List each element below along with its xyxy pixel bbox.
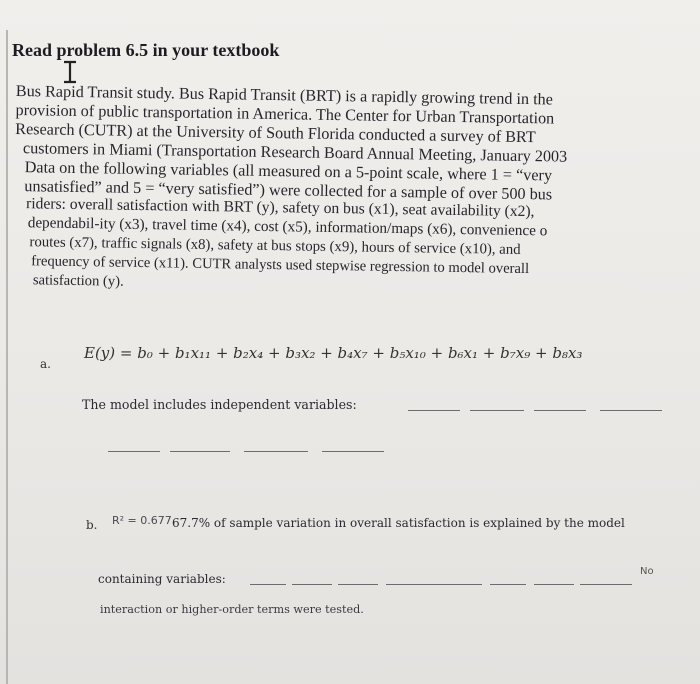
answer-blank[interactable] <box>408 410 460 411</box>
answer-blank[interactable] <box>534 584 574 585</box>
problem-paragraph <box>13 82 700 301</box>
paragraph-line: Data on the following variables (all measured on a 5-point scale, where 1 = “very <box>24 157 553 185</box>
answer-blank[interactable] <box>386 584 482 585</box>
paragraph-line: routes (x7), traffic signals (x8), safety at bus stops (x9), hours of service (x10), and <box>29 234 521 259</box>
answer-blank[interactable] <box>338 584 378 585</box>
text-cursor-icon <box>61 60 79 84</box>
interaction-terms-note: interaction or higher-order terms were tested. <box>100 603 364 616</box>
page-edge-line <box>6 30 8 684</box>
answer-blank[interactable] <box>322 451 384 452</box>
answer-blank[interactable] <box>534 410 586 411</box>
paragraph-line: Research (CUTR) at the University of South Florida conducted a survey of BRT <box>15 119 536 146</box>
paragraph-line: frequency of service (x11). CUTR analysts used stepwise regression to model overall <box>31 253 530 278</box>
answer-blank[interactable] <box>170 451 230 452</box>
paragraph-line: satisfaction (y). <box>32 272 124 290</box>
paragraph-line: unsatisfied” and 5 = “very satisfied”) were collected for a sample of over 500 bus <box>24 176 553 203</box>
part-a-label: a. <box>40 357 51 371</box>
r-squared-value: R² = 0.677. <box>112 514 176 527</box>
answer-blank[interactable] <box>580 584 632 585</box>
paragraph-line: customers in Miami (Transportation Research Board Annual Meeting, January 2003 <box>22 138 568 166</box>
answer-blank[interactable] <box>470 410 524 411</box>
part-a-prompt: The model includes independent variables: <box>82 397 357 412</box>
paragraph-line: dependabil-ity (x3), travel time (x4), cost (x5), information/maps (x6), convenience o <box>27 214 548 240</box>
paragraph-line: riders: overall satisfaction with BRT (y), safety on bus (x1), seat availability (x2), <box>25 195 535 221</box>
paragraph-line: Bus Rapid Transit study. Bus Rapid Transit (BRT) is a rapidly growing trend in the <box>15 82 554 109</box>
answer-blank[interactable] <box>292 584 332 585</box>
no-label: No <box>640 566 654 577</box>
explained-variation-sentence: 67.7% of sample variation in overall satisfaction is explained by the model <box>172 516 625 530</box>
containing-variables-label: containing variables: <box>98 572 226 586</box>
regression-formula: E(y) = b₀ + b₁x₁₁ + b₂x₄ + b₃x₂ + b₄x₇ + b₅x₁₀ + b₆x₁ + b₇x₉ + b₈x₃ <box>84 344 583 362</box>
page-heading: Read problem 6.5 in your textbook <box>12 40 280 60</box>
part-b-label: b. <box>86 518 98 532</box>
paragraph-line: provision of public transportation in America. The Center for Urban Transportation <box>15 100 555 128</box>
answer-blank[interactable] <box>244 451 308 452</box>
answer-blank[interactable] <box>600 410 662 411</box>
answer-blank[interactable] <box>250 584 286 585</box>
answer-blank[interactable] <box>108 451 160 452</box>
answer-blank[interactable] <box>490 584 526 585</box>
